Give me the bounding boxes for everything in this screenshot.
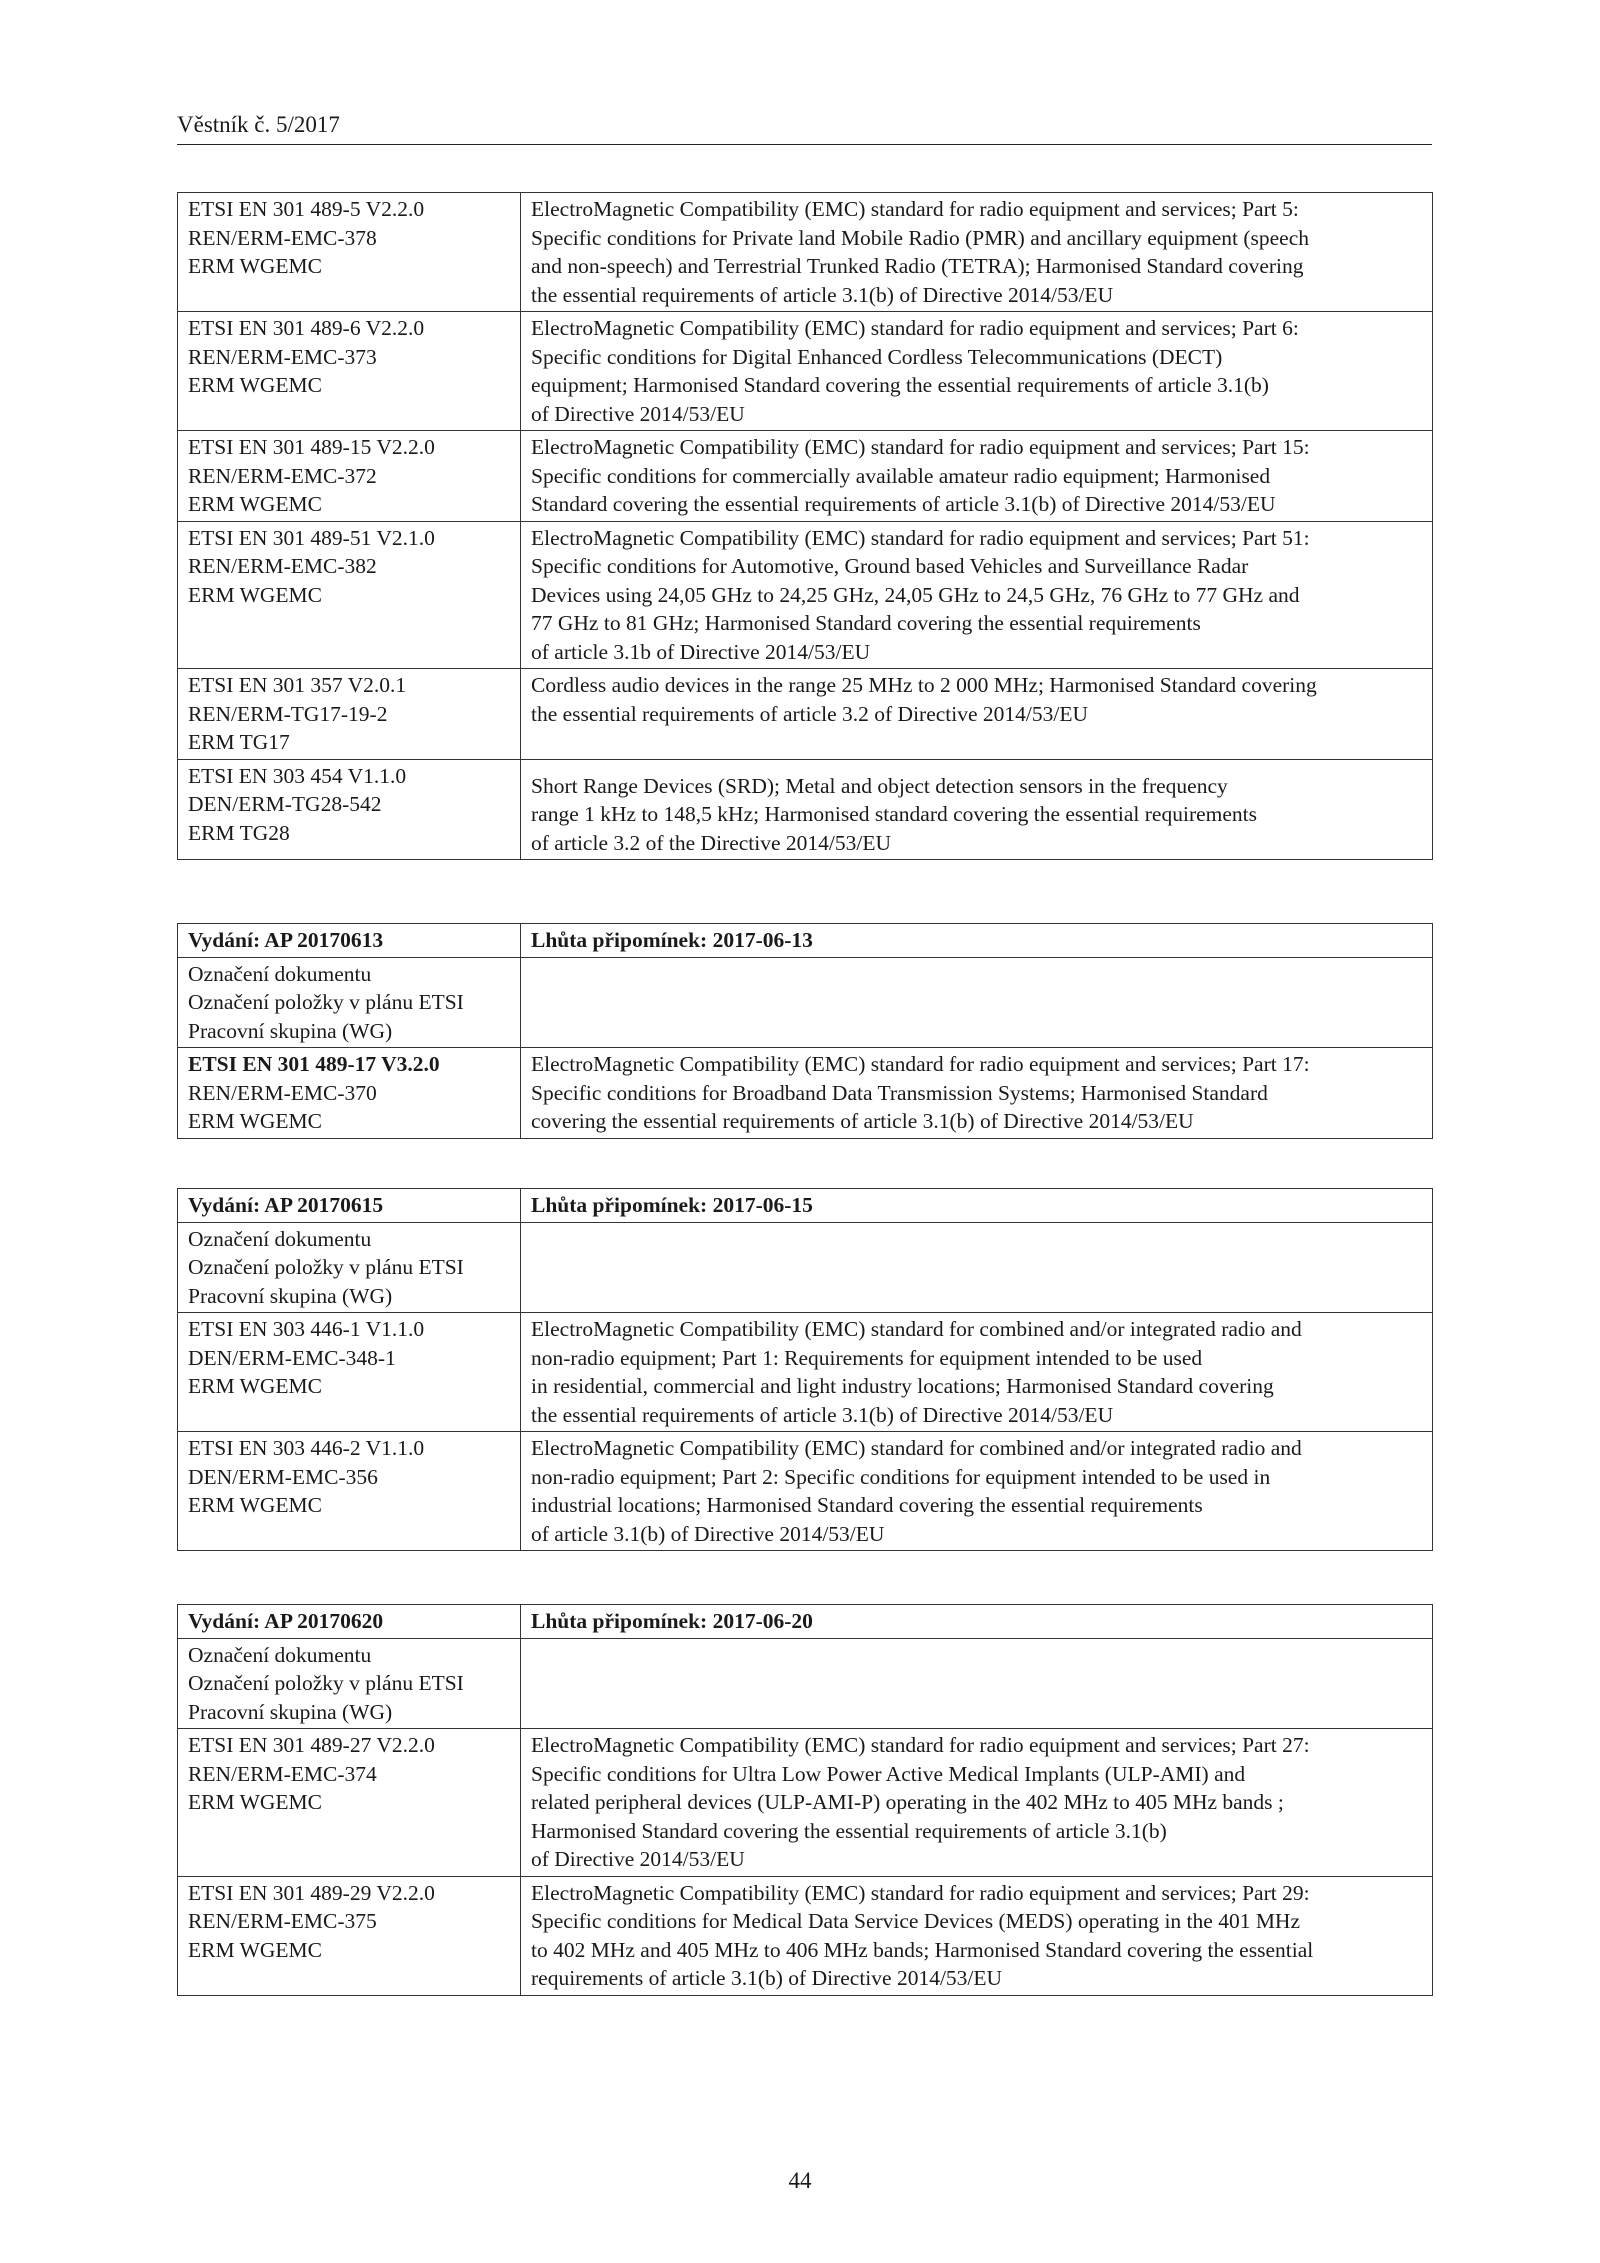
- description-line: covering the essential requirements of article 3.1(b) of Directive 2014/53/EU: [531, 1109, 1194, 1133]
- standard-id-cell: [178, 1432, 521, 1551]
- plan-item: REN/ERM-EMC-375: [188, 1909, 377, 1933]
- description-line: ElectroMagnetic Compatibility (EMC) standard for combined and/or integrated radio and: [531, 1317, 1302, 1341]
- plan-item: REN/ERM-EMC-382: [188, 554, 377, 578]
- legend-label: Označení položky v plánu ETSI: [188, 990, 464, 1014]
- working-group: ERM WGEMC: [188, 1374, 322, 1398]
- standard-description-cell: [521, 1313, 1433, 1432]
- description-line: in residential, commercial and light industry locations; Harmonised Standard covering: [531, 1374, 1274, 1398]
- description-line: [531, 762, 1422, 772]
- empty-cell: [521, 957, 1433, 1048]
- description-line: of article 3.2 of the Directive 2014/53/EU: [531, 830, 892, 855]
- legend-row: [178, 1222, 1433, 1313]
- working-group: ERM WGEMC: [188, 1109, 322, 1133]
- comment-deadline: Lhůta připomínek: 2017-06-20: [521, 1605, 1433, 1639]
- standard-code: ETSI EN 303 454 V1.1.0: [188, 763, 407, 788]
- issue-table-20170615: [177, 1188, 1433, 1551]
- working-group: ERM WGEMC: [188, 1937, 322, 1962]
- standard-description-cell: [521, 193, 1433, 312]
- standard-description-cell: [521, 1876, 1433, 1995]
- standard-description-cell: [521, 431, 1433, 522]
- table-row: [178, 1876, 1433, 1995]
- description-line: the essential requirements of article 3.1(b) of Directive 2014/53/EU: [531, 282, 1114, 307]
- legend-label: Označení dokumentu: [188, 961, 372, 986]
- description-line: Specific conditions for Medical Data Service Devices (MEDS) operating in the 401 MHz: [531, 1909, 1301, 1933]
- empty-cell: [521, 1638, 1433, 1729]
- comment-deadline: Lhůta připomínek: 2017-06-15: [521, 1189, 1433, 1223]
- description-line: Standard covering the essential requirements of article 3.1(b) of Directive 2014/53/EU: [531, 492, 1276, 516]
- table-row: [178, 669, 1433, 760]
- standard-id-cell: [178, 1313, 521, 1432]
- description-line: the essential requirements of article 3.1(b) of Directive 2014/53/EU: [531, 1402, 1114, 1427]
- legend-label: Pracovní skupina (WG): [188, 1018, 393, 1043]
- standard-description-cell: [521, 1432, 1433, 1551]
- description-line: ElectroMagnetic Compatibility (EMC) standard for radio equipment and services; Part 6:: [531, 316, 1299, 340]
- plan-item: DEN/ERM-TG28-542: [188, 792, 382, 816]
- description-line: of article 3.1b of Directive 2014/53/EU: [531, 639, 871, 664]
- table-header-row: [178, 1605, 1433, 1639]
- description-line: non-radio equipment; Part 1: Requirements for equipment intended to be used: [531, 1345, 1203, 1370]
- standard-code: ETSI EN 301 489-6 V2.2.0: [188, 316, 425, 340]
- table-row: [178, 1729, 1433, 1877]
- legend-row: [178, 957, 1433, 1048]
- description-line: Short Range Devices (SRD); Metal and object detection sensors in the frequency: [531, 773, 1228, 798]
- standard-code: ETSI EN 301 489-17 V3.2.0: [188, 1052, 440, 1076]
- legend-label: Označení dokumentu: [188, 1642, 372, 1667]
- standard-description-cell: [521, 1729, 1433, 1877]
- issue-label: Vydání: AP 20170613: [178, 924, 521, 958]
- description-line: related peripheral devices (ULP-AMI-P) operating in the 402 MHz to 405 MHz bands ;: [531, 1790, 1284, 1814]
- description-line: ElectroMagnetic Compatibility (EMC) standard for radio equipment and services; Part 51:: [531, 525, 1310, 550]
- working-group: ERM WGEMC: [188, 1790, 322, 1814]
- working-group: ERM WGEMC: [188, 373, 322, 397]
- legend-cell: [178, 957, 521, 1048]
- plan-item: REN/ERM-EMC-378: [188, 225, 377, 250]
- description-line: range 1 kHz to 148,5 kHz; Harmonised standard covering the essential requirements: [531, 802, 1258, 826]
- comment-deadline: Lhůta připomínek: 2017-06-13: [521, 924, 1433, 958]
- description-line: Specific conditions for Broadband Data Transmission Systems; Harmonised Standard: [531, 1080, 1268, 1105]
- description-line: Specific conditions for Digital Enhanced Cordless Telecommunications (DECT): [531, 344, 1223, 369]
- working-group: ERM WGEMC: [188, 492, 322, 516]
- standard-description-cell: [521, 759, 1433, 860]
- table-row: [178, 431, 1433, 522]
- table-row: [178, 521, 1433, 669]
- page-number: 44: [788, 2168, 812, 2193]
- standard-code: ETSI EN 303 446-1 V1.1.0: [188, 1317, 425, 1341]
- description-line: equipment; Harmonised Standard covering the essential requirements of article 3.1(b): [531, 373, 1269, 397]
- description-line: ElectroMagnetic Compatibility (EMC) standard for radio equipment and services; Part 27:: [531, 1733, 1310, 1757]
- working-group: ERM WGEMC: [188, 582, 322, 607]
- table-row: [178, 193, 1433, 312]
- table-row: [178, 1313, 1433, 1432]
- standard-id-cell: [178, 431, 521, 522]
- table-row: [178, 1432, 1433, 1551]
- description-line: Specific conditions for commercially available amateur radio equipment; Harmonised: [531, 463, 1271, 488]
- description-line: requirements of article 3.1(b) of Directive 2014/53/EU: [531, 1966, 1003, 1990]
- standard-id-cell: [178, 759, 521, 860]
- description-line: of article 3.1(b) of Directive 2014/53/EU: [531, 1521, 885, 1546]
- standard-description-cell: [521, 312, 1433, 431]
- legend-label: Pracovní skupina (WG): [188, 1699, 393, 1724]
- description-line: Specific conditions for Ultra Low Power Active Medical Implants (ULP-AMI) and: [531, 1761, 1246, 1786]
- standard-code: ETSI EN 301 489-27 V2.2.0: [188, 1733, 435, 1757]
- description-line: industrial locations; Harmonised Standard covering the essential requirements: [531, 1493, 1203, 1517]
- description-line: ElectroMagnetic Compatibility (EMC) standard for radio equipment and services; Part 17:: [531, 1052, 1310, 1076]
- description-line: Devices using 24,05 GHz to 24,25 GHz, 24,05 GHz to 24,5 GHz, 76 GHz to 77 GHz and: [531, 582, 1300, 607]
- description-line: ElectroMagnetic Compatibility (EMC) standard for radio equipment and services; Part 29:: [531, 1880, 1310, 1905]
- description-line: non-radio equipment; Part 2: Specific conditions for equipment intended to be used in: [531, 1464, 1271, 1489]
- empty-cell: [521, 1222, 1433, 1313]
- standard-id-cell: [178, 193, 521, 312]
- standard-description-cell: [521, 1048, 1433, 1139]
- legend-cell: [178, 1222, 521, 1313]
- table-row: [178, 312, 1433, 431]
- description-line: ElectroMagnetic Compatibility (EMC) standard for combined and/or integrated radio and: [531, 1436, 1302, 1460]
- standard-id-cell: [178, 1729, 521, 1877]
- standard-id-cell: [178, 312, 521, 431]
- standard-code: ETSI EN 301 489-51 V2.1.0: [188, 525, 435, 550]
- plan-item: REN/ERM-EMC-374: [188, 1761, 377, 1786]
- standard-code: ETSI EN 301 489-15 V2.2.0: [188, 435, 435, 459]
- legend-label: Označení položky v plánu ETSI: [188, 1671, 464, 1695]
- standard-description-cell: [521, 521, 1433, 669]
- description-line: to 402 MHz and 405 MHz to 406 MHz bands; Harmonised Standard covering the essential: [531, 1937, 1314, 1962]
- plan-item: REN/ERM-TG17-19-2: [188, 701, 388, 726]
- description-line: Harmonised Standard covering the essential requirements of article 3.1(b): [531, 1818, 1167, 1843]
- working-group: ERM TG17: [188, 730, 290, 754]
- plan-item: REN/ERM-EMC-372: [188, 463, 377, 488]
- standard-id-cell: [178, 1876, 521, 1995]
- description-line: ElectroMagnetic Compatibility (EMC) standard for radio equipment and services; Part 5:: [531, 197, 1299, 221]
- table-header-row: [178, 924, 1433, 958]
- standard-id-cell: [178, 521, 521, 669]
- table-header-row: [178, 1189, 1433, 1223]
- description-line: 77 GHz to 81 GHz; Harmonised Standard covering the essential requirements: [531, 611, 1201, 635]
- legend-label: Označení dokumentu: [188, 1226, 372, 1251]
- legend-label: Pracovní skupina (WG): [188, 1283, 393, 1308]
- description-line: Specific conditions for Automotive, Ground based Vehicles and Surveillance Radar: [531, 554, 1249, 578]
- issue-table-20170613: [177, 923, 1433, 1139]
- description-line: ElectroMagnetic Compatibility (EMC) standard for radio equipment and services; Part 15:: [531, 435, 1310, 459]
- legend-row: [178, 1638, 1433, 1729]
- issue-label: Vydání: AP 20170615: [178, 1189, 521, 1223]
- standard-description-cell: [521, 669, 1433, 760]
- description-line: Cordless audio devices in the range 25 MHz to 2 000 MHz; Harmonised Standard covering: [531, 673, 1317, 697]
- working-group: ERM WGEMC: [188, 254, 322, 278]
- plan-item: DEN/ERM-EMC-356: [188, 1464, 378, 1489]
- description-line: Specific conditions for Private land Mobile Radio (PMR) and ancillary equipment (speech: [531, 225, 1309, 250]
- plan-item: REN/ERM-EMC-370: [188, 1080, 377, 1105]
- standard-id-cell: [178, 669, 521, 760]
- description-line: of Directive 2014/53/EU: [531, 401, 745, 426]
- description-line: and non-speech) and Terrestrial Trunked Radio (TETRA); Harmonised Standard covering: [531, 254, 1304, 278]
- standard-code: ETSI EN 303 446-2 V1.1.0: [188, 1436, 425, 1460]
- page-header: Věstník č. 5/2017: [177, 112, 1432, 145]
- issue-label: Vydání: AP 20170620: [178, 1605, 521, 1639]
- legend-label: Označení položky v plánu ETSI: [188, 1255, 464, 1279]
- standards-table-continued: [177, 192, 1433, 860]
- issue-table-20170620: [177, 1604, 1433, 1996]
- working-group: ERM WGEMC: [188, 1493, 322, 1517]
- standard-code: ETSI EN 301 489-5 V2.2.0: [188, 197, 425, 221]
- standard-id-cell: [178, 1048, 521, 1139]
- standard-code: ETSI EN 301 489-29 V2.2.0: [188, 1880, 435, 1905]
- legend-cell: [178, 1638, 521, 1729]
- table-row: [178, 759, 1433, 860]
- table-row: [178, 1048, 1433, 1139]
- description-line: the essential requirements of article 3.2 of Directive 2014/53/EU: [531, 701, 1089, 726]
- standard-code: ETSI EN 301 357 V2.0.1: [188, 673, 407, 697]
- description-line: of Directive 2014/53/EU: [531, 1847, 745, 1871]
- plan-item: REN/ERM-EMC-373: [188, 344, 377, 369]
- plan-item: DEN/ERM-EMC-348-1: [188, 1345, 396, 1370]
- working-group: ERM TG28: [188, 820, 290, 845]
